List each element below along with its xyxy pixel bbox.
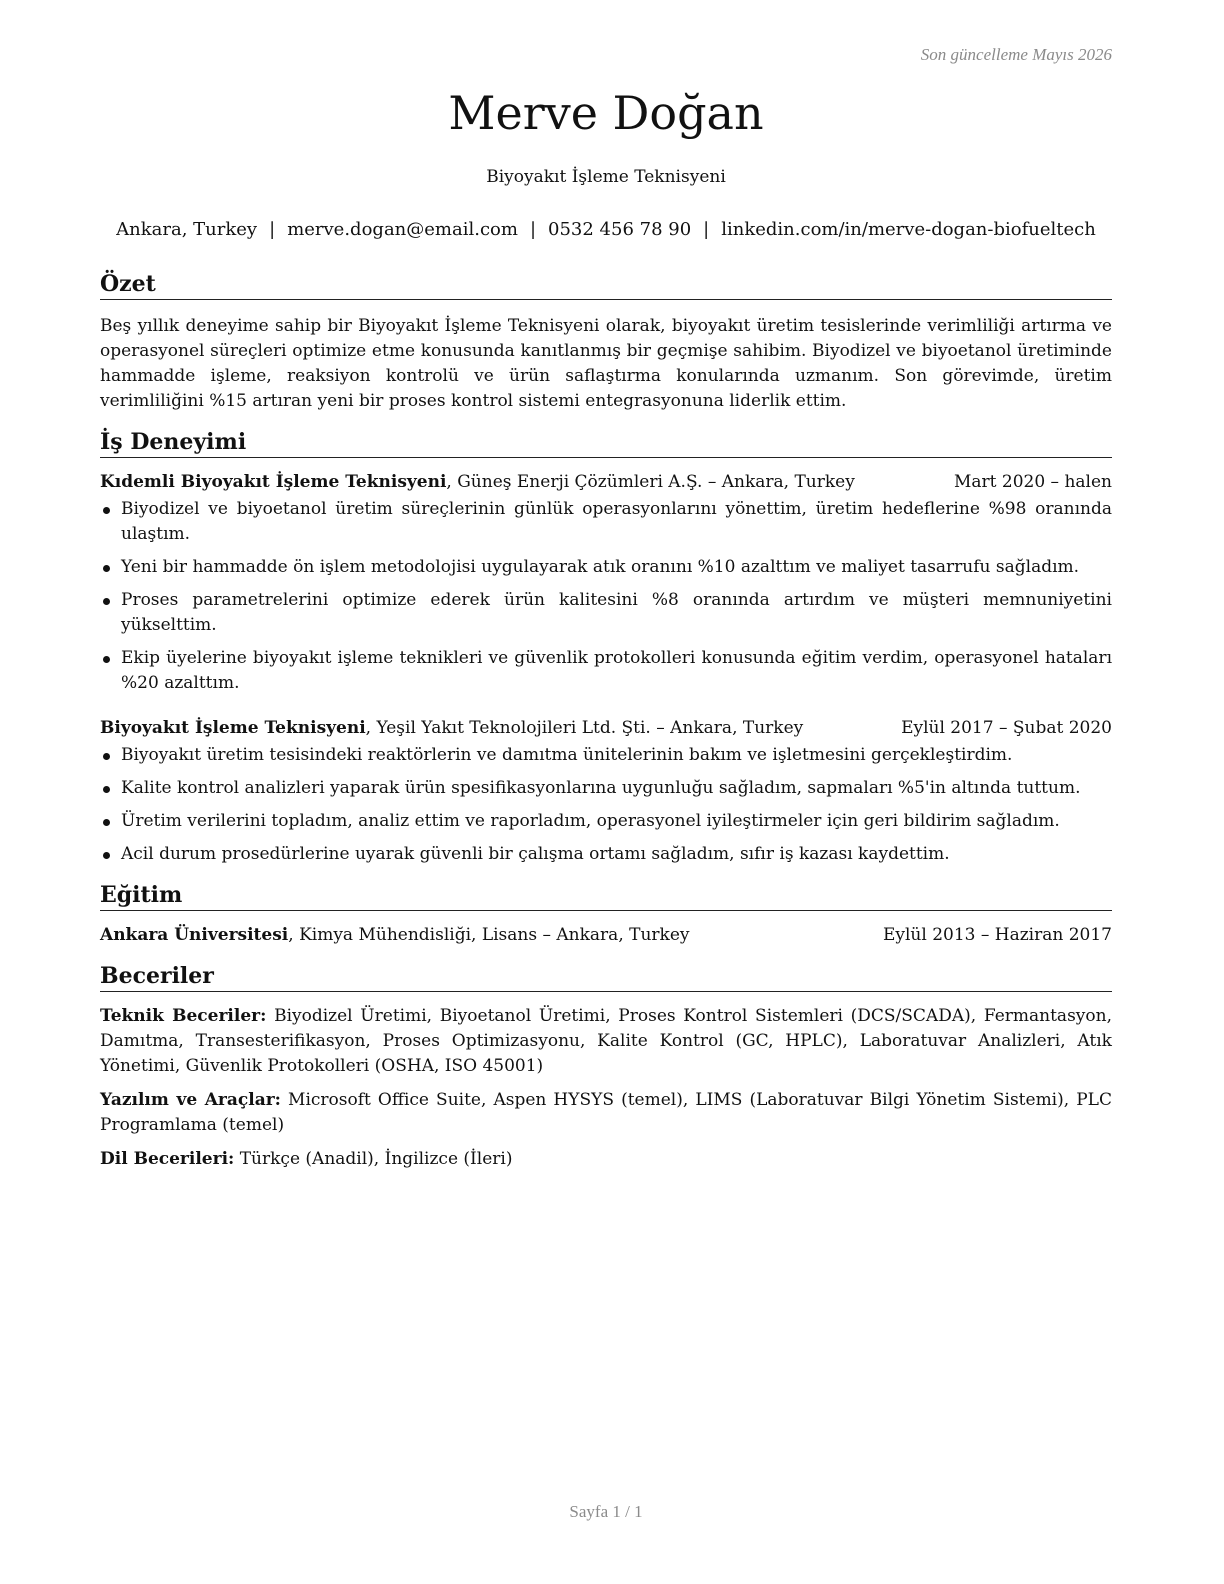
job-entry — [100, 716, 1112, 867]
bullet-text: Ekip üyelerine biyoyakıt işleme teknikleri ve güvenlik protokolleri konusunda eğitim verdim, operasyonel hataları %20 azalttım. — [121, 648, 1112, 693]
contact-separator: | — [703, 219, 710, 240]
job-bullet — [100, 497, 1112, 547]
job-bullet — [100, 743, 1112, 768]
job-bullet — [100, 646, 1112, 696]
candidate-name: Merve Doğan — [448, 86, 764, 140]
job-bullet — [100, 588, 1112, 638]
last-updated-note: Son güncelleme Mayıs 2026 — [920, 45, 1112, 64]
resume-page — [100, 0, 1112, 1584]
resume-content — [100, 270, 1112, 1180]
job-entry — [100, 470, 1112, 696]
job-bullets — [100, 497, 1112, 696]
skill-group — [100, 1147, 1112, 1172]
job-company: , Güneş Enerji Çözümleri A.Ş. – Ankara, Turkey — [446, 472, 855, 492]
bullet-text: Yeni bir hammadde ön işlem metodolojisi uygulayarak atık oranını %10 azalttım ve maliyet tasarrufu sağladım. — [121, 557, 1080, 577]
experience-section — [100, 428, 1112, 867]
bullet-icon — [103, 852, 110, 859]
contact-location: Ankara, Turkey — [116, 219, 258, 240]
job-role: Kıdemli Biyoyakıt İşleme Teknisyeni — [100, 472, 447, 492]
education-section — [100, 881, 1112, 948]
skills-heading: Beceriler — [100, 962, 1112, 992]
summary-heading: Özet — [100, 270, 1112, 300]
bullet-text: Kalite kontrol analizleri yaparak ürün spesifikasyonlarına uygunluğu sağladım, sapmaları %5'in altında tuttum. — [121, 778, 1081, 798]
contact-separator: | — [269, 219, 276, 240]
job-bullets — [100, 743, 1112, 867]
bullet-text: Acil durum prosedürlerine uyarak güvenli bir çalışma ortamı sağladım, sıfır iş kazası kaydettim. — [121, 844, 950, 864]
job-role: Biyoyakıt İşleme Teknisyeni — [100, 718, 366, 738]
skill-group-label: Dil Becerileri: — [100, 1149, 235, 1169]
job-header — [100, 470, 1112, 495]
education-school: Ankara Üniversitesi — [100, 925, 289, 945]
job-bullet — [100, 555, 1112, 580]
bullet-icon — [103, 819, 110, 826]
bullet-icon — [103, 598, 110, 605]
skill-group — [100, 1004, 1112, 1079]
page-number: Sayfa 1 / 1 — [569, 1502, 643, 1521]
summary-section — [100, 270, 1112, 414]
job-bullet — [100, 776, 1112, 801]
bullet-icon — [103, 753, 110, 760]
job-bullet — [100, 842, 1112, 867]
bullet-text: Biyodizel ve biyoetanol üretim süreçlerinin günlük operasyonlarını yönettim, üretim hedeflerine %98 oranında ulaştım. — [121, 499, 1112, 544]
summary-text: Beş yıllık deneyime sahip bir Biyoyakıt İşleme Teknisyeni olarak, biyoyakıt üretim tesislerinde verimliliği artırma ve operasyonel süreçleri optimize etme konusunda kanıtlanmış bir geçmişe sahibim. Biyodizel ve biyoetanol üretiminde hammadde işleme, reaksiyon kontrolü ve ürün saflaştırma konularında uzmanım. Son görevimde, üretim verimliliğini %15 artıran yeni bir proses kontrol sistemi entegrasyonuna liderlik ettim. — [100, 316, 1112, 411]
bullet-icon — [103, 507, 110, 514]
skill-group-label: Teknik Beceriler: — [100, 1006, 267, 1026]
bullet-text: Üretim verilerini topladım, analiz ettim ve raporladım, operasyonel iyileştirmeler için geri bildirim sağladım. — [121, 811, 1060, 831]
skill-group — [100, 1088, 1112, 1138]
contact-linkedin[interactable]: linkedin.com/in/merve-dogan-biofueltech — [721, 219, 1096, 240]
bullet-text: Biyoyakıt üretim tesisindeki reaktörlerin ve damıtma ünitelerinin bakım ve işletmesini gerçekleştirdim. — [121, 745, 1013, 765]
bullet-icon — [103, 565, 110, 572]
skill-group-label: Yazılım ve Araçlar: — [100, 1090, 281, 1110]
job-dates: Eylül 2017 – Şubat 2020 — [901, 718, 1112, 738]
job-dates: Mart 2020 – halen — [953, 472, 1112, 492]
skill-group-text: Türkçe (Anadil), İngilizce (İleri) — [234, 1149, 513, 1169]
job-header — [100, 716, 1112, 741]
education-dates: Eylül 2013 – Haziran 2017 — [882, 925, 1112, 945]
education-heading: Eğitim — [100, 881, 1112, 911]
contact-line — [100, 219, 1112, 240]
experience-heading: İş Deneyimi — [100, 428, 1112, 458]
bullet-icon — [103, 786, 110, 793]
bullet-text: Proses parametrelerini optimize ederek ürün kalitesini %8 oranında artırdım ve müşteri memnuniyetini yükselttim. — [121, 590, 1112, 635]
education-entry — [100, 923, 1112, 948]
job-company: , Yeşil Yakıt Teknolojileri Ltd. Şti. – Ankara, Turkey — [365, 718, 804, 738]
job-bullet — [100, 809, 1112, 834]
contact-separator: | — [529, 219, 537, 240]
skill-group-text: Biyodizel Üretimi, Biyoetanol Üretimi, Proses Kontrol Sistemleri (DCS/SCADA), Fermantasyon, Damıtma, Transesterifikasyon, Proses Optimizasyonu, Kalite Kontrol (GC, HPLC), Laboratuvar Analizleri, Atık Yönetimi, Güvenlik Protokolleri (OSHA, ISO 45001) — [100, 1006, 1112, 1076]
skills-section — [100, 962, 1112, 1172]
contact-email[interactable]: merve.dogan@email.com — [287, 219, 518, 240]
job-title: Biyoyakıt İşleme Teknisyeni — [486, 167, 726, 187]
contact-phone[interactable]: 0532 456 78 90 — [548, 219, 692, 240]
education-detail: , Kimya Mühendisliği, Lisans – Ankara, Turkey — [288, 925, 690, 945]
bullet-icon — [103, 656, 110, 663]
skill-group-text: Microsoft Office Suite, Aspen HYSYS (temel), LIMS (Laboratuvar Bilgi Yönetim Sistemi), PLC Programlama (temel) — [100, 1090, 1112, 1135]
